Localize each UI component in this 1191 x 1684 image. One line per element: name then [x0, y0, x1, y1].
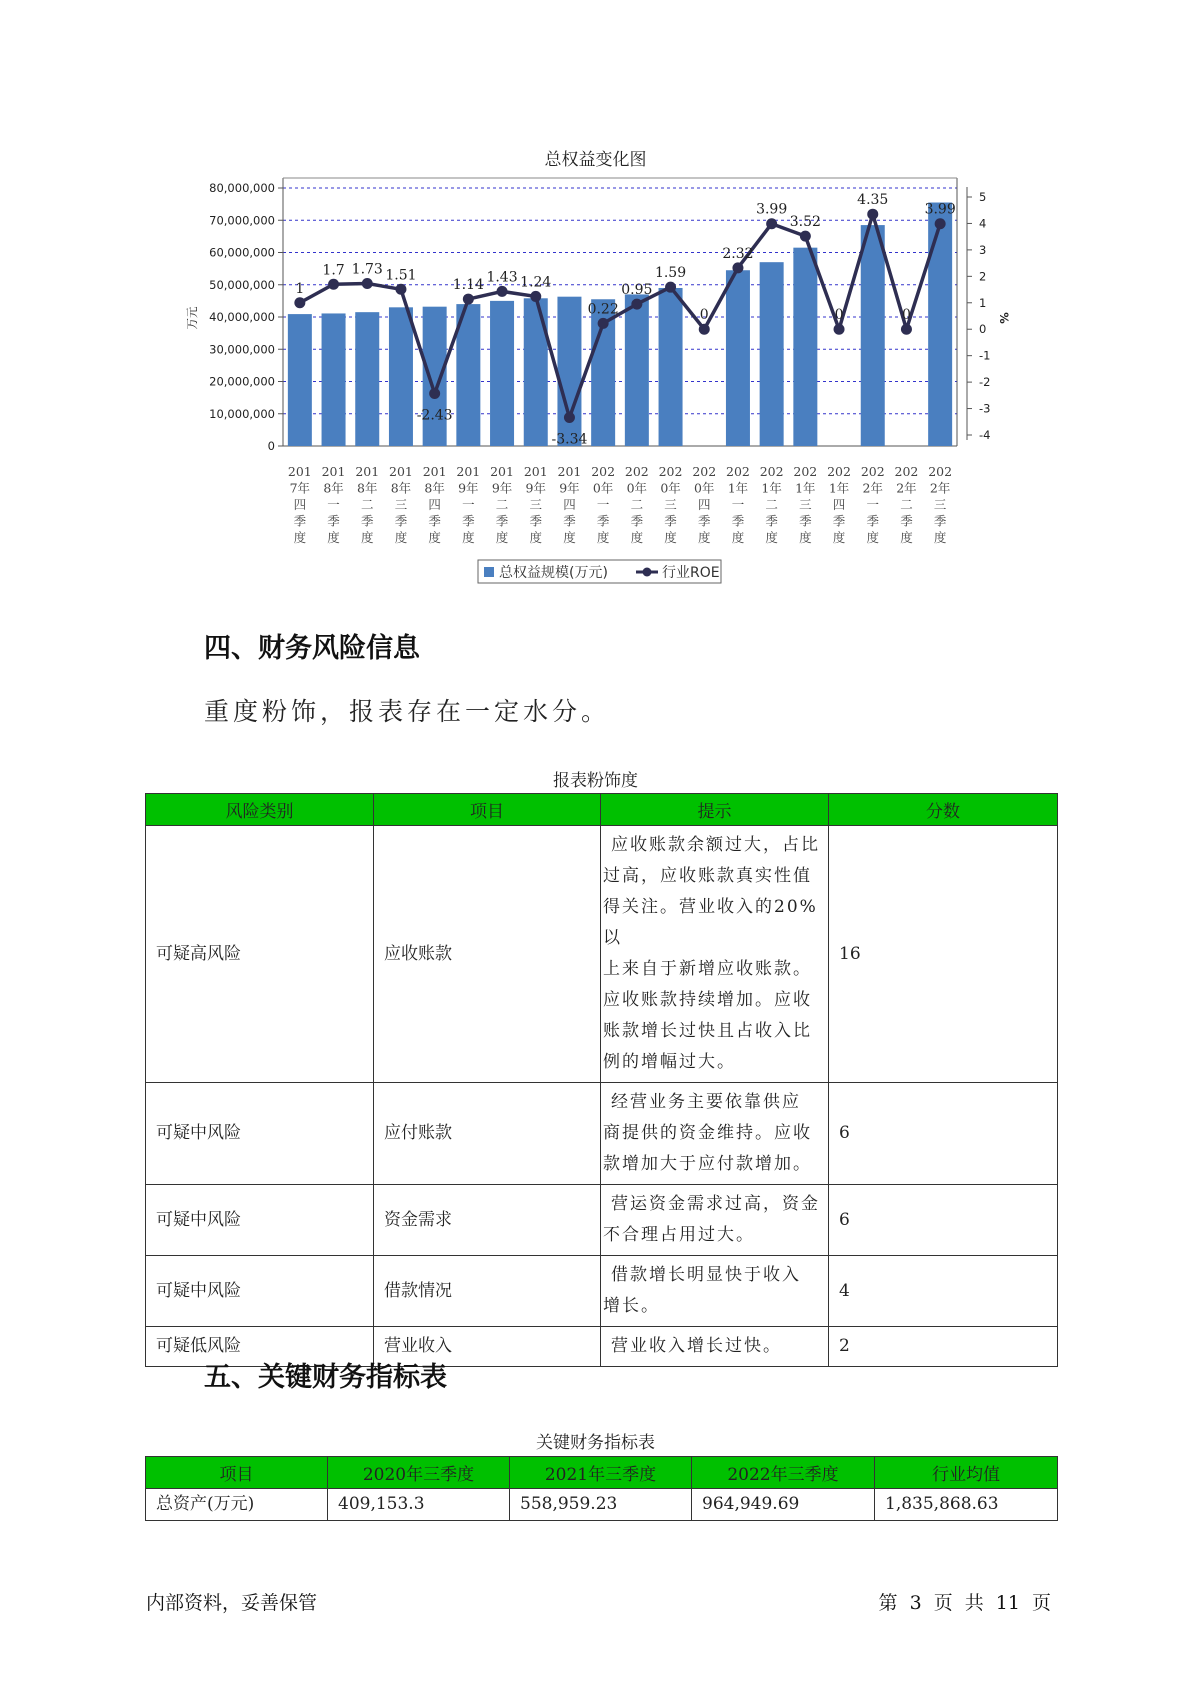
roe-data-label: 3.99 [756, 201, 788, 218]
roe-data-label: 1.59 [654, 265, 687, 282]
x-tick-label: 202 [658, 464, 683, 479]
x-tick-label: 二 [630, 497, 644, 512]
x-tick-label: 季 [293, 513, 307, 529]
header-hint: 提示 [601, 794, 829, 826]
risk-score-cell: 2 [829, 1327, 1058, 1367]
header-2020q3: 2020年三季度 [328, 1457, 510, 1489]
roe-point [463, 294, 474, 305]
roe-data-label: 0.22 [587, 301, 619, 318]
x-tick-label: 202 [692, 464, 717, 479]
risk-row [146, 1083, 1058, 1185]
risk-hint-line: 经营业务主要依靠供应 [611, 1092, 801, 1112]
y-right-tick-label: -2 [979, 375, 991, 390]
roe-data-label: 1.73 [351, 261, 383, 278]
x-tick-label: 9年 [525, 480, 546, 496]
roe-point [294, 297, 305, 308]
equity-bar [793, 248, 817, 446]
x-tick-label: 202 [726, 464, 750, 479]
risk-hint-line: 增长。 [603, 1296, 660, 1316]
legend-bar-swatch [484, 567, 494, 577]
x-tick-label: 度 [630, 530, 644, 545]
equity-bar [861, 225, 885, 446]
x-tick-label: 1年 [828, 480, 850, 496]
risk-category-cell: 可疑中风险 [146, 1256, 374, 1327]
x-tick-label: 0年 [592, 480, 614, 496]
y-left-tick-label: 30,000,000 [209, 342, 275, 357]
roe-point [732, 262, 743, 273]
header-2021q3: 2021年三季度 [510, 1457, 692, 1489]
x-tick-label: 201 [490, 464, 514, 479]
x-tick-label: 8年 [390, 480, 412, 496]
risk-hint-line: 账款增长过快且占收入比 [603, 1021, 812, 1041]
y-left-tick-label: 0 [267, 439, 275, 453]
y-right-tick-label: -4 [979, 428, 991, 442]
x-tick-label: 202 [827, 464, 851, 479]
equity-bar [423, 307, 447, 446]
x-tick-label: 季 [697, 513, 711, 529]
risk-table-caption: 报表粉饰度 [553, 771, 638, 791]
x-tick-label: 季 [765, 513, 778, 529]
x-tick-label: 7年 [289, 480, 311, 496]
risk-table-header [146, 794, 1058, 826]
roe-point [598, 318, 609, 329]
risk-score-cell: 4 [829, 1256, 1058, 1327]
roe-data-label: 2.32 [722, 245, 754, 262]
roe-data-label: 3.99 [924, 201, 956, 218]
roe-data-label: 1.14 [452, 277, 484, 294]
x-tick-label: 季 [462, 513, 475, 529]
roe-data-label: 1.24 [520, 274, 552, 291]
roe-data-label: 1.43 [486, 269, 518, 286]
header-category: 风险类别 [146, 794, 374, 826]
x-tick-label: 三 [394, 497, 408, 512]
risk-table [145, 793, 1058, 1367]
y-right-tick-label: -1 [979, 348, 991, 363]
roe-data-label: 1.7 [322, 262, 345, 279]
risk-summary: 重度粉饰，报表存在一定水分。 [204, 697, 611, 726]
roe-point [429, 388, 440, 399]
y-left-axis-label: 万元 [185, 306, 199, 330]
x-tick-label: 度 [495, 530, 509, 545]
section4-heading: 四、财务风险信息 [204, 633, 420, 664]
legend-line-marker [643, 568, 652, 577]
risk-hint-cell [601, 1083, 829, 1185]
x-tick-label: 季 [495, 513, 509, 529]
x-tick-label: 季 [832, 513, 846, 529]
roe-data-label: 4.35 [857, 192, 889, 209]
risk-hint-cell [601, 826, 829, 1083]
x-tick-label: 四 [428, 497, 441, 512]
x-tick-label: 四 [832, 497, 846, 512]
x-tick-label: 度 [360, 530, 374, 545]
x-tick-label: 度 [327, 530, 340, 545]
risk-hint-cell [601, 1327, 829, 1367]
x-tick-label: 四 [697, 497, 711, 512]
x-tick-label: 季 [630, 513, 644, 529]
x-tick-label: 2年 [929, 480, 951, 496]
x-tick-label: 度 [563, 530, 576, 545]
equity-bar [490, 301, 514, 446]
indicator-cell: 409,153.3 [328, 1489, 510, 1521]
risk-item-cell: 应付账款 [374, 1083, 601, 1185]
header-project: 项目 [146, 1457, 328, 1489]
y-right-tick-label: 4 [979, 216, 987, 231]
risk-category-cell: 可疑低风险 [146, 1327, 374, 1367]
x-tick-label: 度 [731, 530, 745, 545]
x-tick-label: 度 [933, 530, 947, 545]
roe-point [395, 284, 406, 295]
header-item: 项目 [374, 794, 601, 826]
risk-item-cell: 资金需求 [374, 1185, 601, 1256]
y-left-tick-label: 60,000,000 [209, 245, 275, 260]
x-tick-label: 二 [900, 497, 913, 512]
x-tick-label: 201 [456, 464, 481, 479]
x-tick-label: 季 [394, 513, 408, 529]
x-tick-label: 0年 [660, 480, 681, 496]
x-tick-label: 季 [933, 513, 947, 529]
risk-hint-line: 营业收入增长过快。 [611, 1336, 782, 1356]
x-tick-label: 二 [495, 497, 509, 512]
roe-data-label: 1 [295, 280, 305, 297]
x-tick-label: 度 [866, 530, 880, 545]
y-left-tick-label: 80,000,000 [209, 181, 275, 195]
x-tick-label: 季 [428, 513, 441, 529]
risk-hint-line: 例的增幅过大。 [603, 1052, 736, 1072]
x-tick-label: 一 [866, 497, 880, 512]
x-tick-label: 8年 [323, 480, 344, 496]
risk-hint-line: 借款增长明显快于收入 [611, 1265, 801, 1285]
x-tick-label: 8年 [357, 480, 378, 496]
x-tick-label: 2年 [896, 480, 917, 496]
roe-data-label: 3.52 [789, 214, 821, 231]
risk-row [146, 1256, 1058, 1327]
footer-page-number: 第 3 页 共 11 页 [878, 1592, 1051, 1614]
risk-item-cell: 应收账款 [374, 826, 601, 1083]
roe-point [564, 412, 575, 423]
roe-point [530, 291, 541, 302]
x-tick-label: 201 [321, 464, 346, 479]
x-tick-label: 201 [389, 464, 413, 479]
equity-chart [0, 0, 1191, 600]
indicator-cell: 558,959.23 [510, 1489, 692, 1521]
indicator-row [146, 1489, 1058, 1521]
x-tick-label: 季 [799, 513, 812, 529]
roe-point [901, 324, 912, 335]
section5-heading: 五、关键财务指标表 [204, 1362, 447, 1393]
x-tick-label: 季 [327, 513, 340, 529]
x-tick-label: 季 [360, 513, 374, 529]
risk-item-cell: 营业收入 [374, 1327, 601, 1367]
x-tick-label: 季 [664, 513, 677, 529]
y-left-tick-label: 70,000,000 [209, 213, 275, 228]
equity-bar [557, 297, 581, 446]
x-tick-label: 1年 [727, 480, 749, 496]
y-right-axis-label: % [997, 312, 1011, 324]
equity-bar [355, 312, 379, 446]
x-tick-label: 202 [793, 464, 818, 479]
x-tick-label: 202 [759, 464, 784, 479]
roe-point [867, 209, 878, 220]
x-tick-label: 季 [596, 513, 610, 529]
x-tick-label: 0年 [694, 480, 715, 496]
roe-data-label: 1.51 [385, 267, 417, 284]
y-right-tick-label: 0 [979, 322, 987, 337]
risk-hint-line: 上来自于新增应收账款。 [603, 959, 812, 979]
x-tick-label: 度 [765, 530, 778, 545]
y-right-tick-label: 3 [979, 242, 987, 257]
x-tick-label: 季 [866, 513, 880, 529]
roe-data-label: 0 [699, 307, 709, 324]
risk-score-cell: 6 [829, 1185, 1058, 1256]
roe-point [935, 218, 946, 229]
roe-point [834, 324, 845, 335]
footer-confidential: 内部资料，妥善保管 [146, 1592, 318, 1614]
x-tick-label: 度 [832, 530, 846, 545]
risk-category-cell: 可疑高风险 [146, 826, 374, 1083]
risk-hint-line: 应收账款持续增加。应收 [603, 990, 812, 1010]
indicator-table-caption: 关键财务指标表 [536, 1433, 655, 1453]
x-tick-label: 9年 [491, 480, 513, 496]
x-tick-label: 二 [360, 497, 374, 512]
x-tick-label: 季 [900, 513, 913, 529]
x-tick-label: 2年 [862, 480, 883, 496]
risk-hint-line: 商提供的资金维持。应收 [603, 1123, 812, 1143]
x-tick-label: 1年 [761, 480, 782, 496]
risk-hint-line: 得关注。营业收入的20%以 [603, 897, 818, 948]
x-tick-label: 一 [731, 497, 745, 512]
x-tick-label: 度 [428, 530, 441, 545]
x-tick-label: 度 [529, 530, 543, 545]
x-tick-label: 202 [591, 464, 616, 479]
risk-hint-line: 不合理占用过大。 [603, 1225, 755, 1245]
x-tick-label: 三 [799, 497, 812, 512]
x-tick-label: 度 [664, 530, 677, 545]
roe-point [328, 279, 339, 290]
risk-hint-cell [601, 1185, 829, 1256]
legend-bar-label: 总权益规模(万元) [499, 565, 608, 581]
equity-bar [928, 203, 952, 446]
x-tick-label: 四 [563, 497, 576, 512]
x-tick-label: 0年 [626, 480, 648, 496]
y-left-tick-label: 10,000,000 [209, 406, 275, 421]
equity-bar [726, 270, 750, 446]
x-tick-label: 202 [928, 464, 953, 479]
roe-point [699, 324, 710, 335]
risk-row [146, 1185, 1058, 1256]
x-tick-label: 三 [529, 497, 543, 512]
y-left-tick-label: 40,000,000 [209, 310, 275, 324]
equity-bar [625, 294, 649, 446]
roe-point [665, 282, 676, 293]
x-tick-label: 8年 [424, 480, 445, 496]
x-tick-label: 9年 [559, 480, 580, 496]
equity-bar [288, 314, 312, 446]
x-tick-label: 四 [293, 497, 307, 512]
x-tick-label: 201 [287, 464, 312, 479]
y-right-tick-label: 5 [979, 190, 987, 204]
y-right-tick-label: 1 [979, 295, 987, 310]
risk-hint-line: 应收账款余额过大，占比 [611, 835, 820, 855]
header-2022q3: 2022年三季度 [692, 1457, 875, 1489]
risk-row [146, 826, 1058, 1083]
x-tick-label: 季 [529, 513, 543, 529]
indicator-table-header [146, 1457, 1058, 1489]
equity-bar [322, 313, 346, 446]
x-tick-label: 度 [799, 530, 812, 545]
x-tick-label: 三 [664, 497, 677, 512]
risk-hint-line: 款增加大于应付款增加。 [603, 1154, 812, 1174]
x-tick-label: 201 [422, 464, 447, 479]
risk-item-cell: 借款情况 [374, 1256, 601, 1327]
roe-point [631, 299, 642, 310]
chart-title: 总权益变化图 [544, 150, 647, 170]
roe-data-label: 0 [834, 307, 844, 324]
x-tick-label: 201 [557, 464, 582, 479]
indicator-table [145, 1456, 1058, 1521]
x-tick-label: 度 [596, 530, 610, 545]
header-industry-avg: 行业均值 [875, 1457, 1058, 1489]
risk-hint-line: 过高，应收账款真实性值 [603, 866, 812, 886]
x-tick-label: 度 [293, 530, 307, 545]
indicator-cell: 总资产(万元) [146, 1489, 328, 1521]
risk-score-cell: 16 [829, 826, 1058, 1083]
x-tick-label: 三 [933, 497, 947, 512]
roe-point [362, 278, 373, 289]
equity-bar [760, 262, 784, 446]
roe-data-label: 0.95 [621, 282, 653, 299]
x-tick-label: 季 [731, 513, 745, 529]
roe-point [497, 286, 508, 297]
indicator-cell: 1,835,868.63 [875, 1489, 1058, 1521]
x-tick-label: 一 [462, 497, 475, 512]
risk-score-cell: 6 [829, 1083, 1058, 1185]
roe-data-label: 0 [901, 307, 911, 324]
risk-hint-line: 营运资金需求过高，资金 [611, 1194, 820, 1214]
x-tick-label: 9年 [458, 480, 479, 496]
x-tick-label: 度 [462, 530, 475, 545]
x-tick-label: 202 [894, 464, 919, 479]
roe-data-label: -3.34 [551, 431, 588, 448]
risk-category-cell: 可疑中风险 [146, 1083, 374, 1185]
roe-point [800, 231, 811, 242]
x-tick-label: 201 [355, 464, 380, 479]
x-tick-label: 202 [624, 464, 649, 479]
x-tick-label: 度 [697, 530, 711, 545]
risk-category-cell: 可疑中风险 [146, 1185, 374, 1256]
risk-hint-cell [601, 1256, 829, 1327]
x-tick-label: 二 [765, 497, 778, 512]
roe-data-label: -2.43 [416, 407, 453, 424]
indicator-cell: 964,949.69 [692, 1489, 875, 1521]
roe-point [766, 218, 777, 229]
y-right-tick-label: 2 [979, 269, 987, 284]
x-tick-label: 度 [900, 530, 913, 545]
legend-line-label: 行业ROE [662, 565, 720, 581]
y-left-tick-label: 20,000,000 [209, 374, 275, 389]
header-score: 分数 [829, 794, 1058, 826]
x-tick-label: 201 [523, 464, 548, 479]
y-right-tick-label: -3 [979, 401, 991, 416]
x-tick-label: 202 [860, 464, 885, 479]
x-tick-label: 一 [327, 497, 340, 512]
x-tick-label: 度 [394, 530, 408, 545]
equity-bar [389, 307, 413, 446]
x-tick-label: 1年 [795, 480, 816, 496]
x-tick-label: 季 [563, 513, 576, 529]
equity-bar [659, 288, 683, 446]
x-tick-label: 一 [596, 497, 610, 512]
y-left-tick-label: 50,000,000 [209, 277, 275, 292]
